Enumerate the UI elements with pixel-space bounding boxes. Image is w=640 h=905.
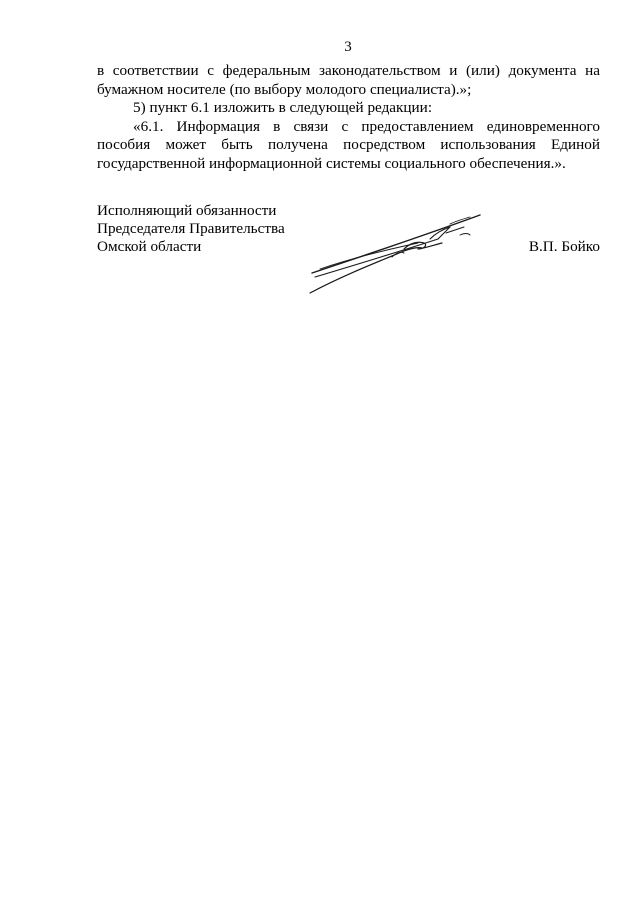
document-body [97,62,600,174]
paragraph-clause-6-1: «6.1. Информация в связи с предоставлением единовременного пособия может быть получена посредством использования Единой государственной информационной системы социального обеспечения.». [97,117,600,172]
paragraph-continuation: в соответствии с федеральным законодательством и (или) документа на бумажном носителе (по выбору молодого специалиста).»; [97,62,600,98]
signer-position-line-1: Исполняющий обязанности [97,202,277,219]
signer-position-line-3: Омской области [97,238,202,255]
handwritten-signature-icon [300,205,490,300]
page-number: 3 [344,39,352,55]
signer-name: В.П. Бойко [528,238,600,255]
paragraph-item-5: 5) пункт 6.1 изложить в следующей редакции: [133,99,433,117]
signer-position-line-2: Председателя Правительства [97,220,285,237]
